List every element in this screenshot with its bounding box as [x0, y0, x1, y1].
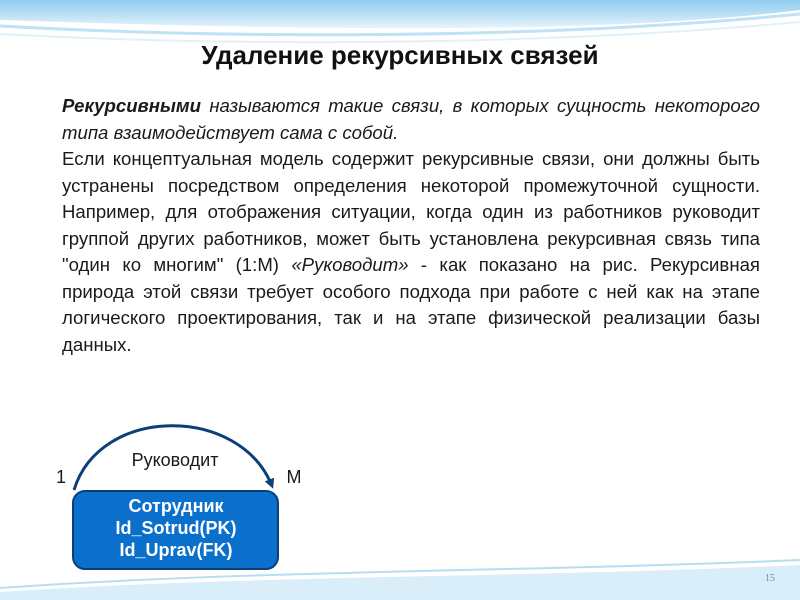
page-number: 15 — [765, 573, 775, 584]
explanation-part-2: - как показано на рис. Рекурсивная природа этой связи требует особого подхода при работе с ней как на этапе логического проектирования, так и на этапе физической реализации базы данных. — [62, 254, 760, 355]
entity-foreign-key: Id_Uprav(FK) — [119, 540, 233, 560]
slide-title: Удаление рекурсивных связей — [201, 40, 599, 70]
cardinality-one: 1 — [55, 467, 67, 487]
definition-text: называются такие связи, в которых сущность некоторого типа взаимодействует сама с собой. — [62, 95, 760, 143]
definition-term: Рекурсивными — [62, 95, 201, 116]
er-diagram — [0, 400, 800, 600]
body-text — [62, 93, 760, 358]
cardinality-many: M — [286, 467, 302, 487]
relationship-name-emphasis: «Руководит» — [291, 254, 409, 275]
entity-primary-key: Id_Sotrud(PK) — [115, 518, 237, 538]
entity-name: Сотрудник — [128, 496, 224, 516]
explanation-paragraph — [62, 146, 760, 358]
relationship-label: Руководит — [131, 450, 219, 470]
definition-paragraph — [62, 93, 760, 146]
explanation-part-1: Если концептуальная модель содержит рекурсивные связи, они должны быть устранены посредством определения некоторой промежуточной сущности. Например, для отображения ситуации, когда один из работников руководит группой других работников, может быть установлена рекурсивная связь типа "один ко многим" (1:M) — [62, 148, 760, 275]
